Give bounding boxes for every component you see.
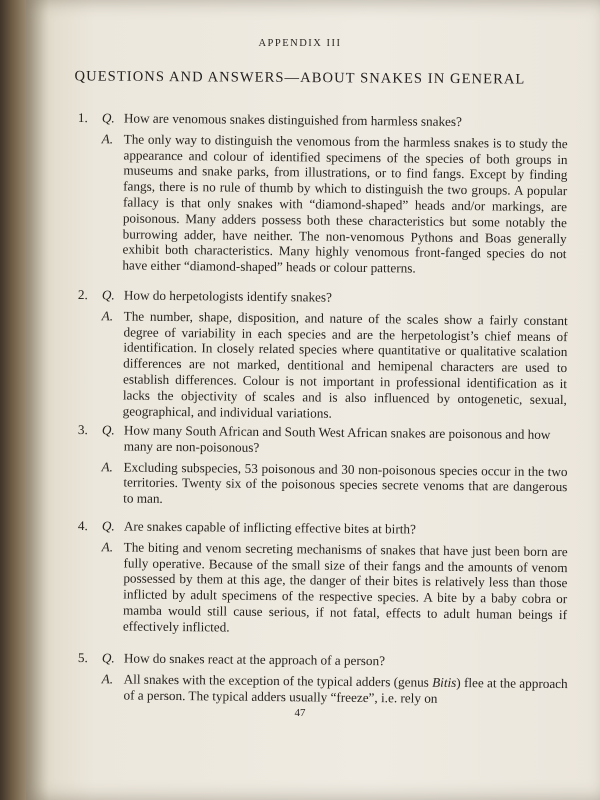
page-number: 47: [294, 707, 306, 719]
item-number: 5.: [77, 650, 88, 666]
qa-item-2: [77, 287, 568, 423]
answer-row: [77, 459, 567, 512]
item-number: 3.: [77, 422, 88, 438]
answer-row: [77, 671, 567, 708]
answer-text: The biting and venom secreting mechanisms of snakes that have just been born are fully operative. Because of the small size of their fangs and the amounts of venom possessed by them at this age, the danger of their bites is relatively less than those inflicted by adult specimens of the respective species. A bite by a baby cobra or mamba would still cause serious, if not fatal, effects to adult human beings if effectively inflicted.: [122, 539, 568, 635]
item-number: 2.: [77, 287, 88, 303]
question-text: How do snakes react at the approach of a person?: [123, 650, 386, 669]
question-text: Are snakes capable of inflicting effective bites at birth?: [123, 518, 416, 537]
book-spine-shadow: [0, 0, 26, 800]
question-label: Q.: [101, 518, 115, 534]
answer-label: A.: [101, 539, 114, 555]
question-label: Q.: [101, 422, 115, 438]
answer-label: A.: [101, 671, 114, 687]
answer-row: [77, 539, 568, 639]
page-title: QUESTIONS AND ANSWERS—ABOUT SNAKES IN GENERAL: [74, 68, 526, 88]
answer-text-end: ) flee at the approach of a person. The typical adders usually “freeze”, i.e. rely on: [123, 674, 568, 706]
item-number: 4.: [77, 518, 88, 534]
qa-item-5: [77, 650, 568, 708]
answer-label: A.: [101, 131, 114, 147]
qa-item-4: [77, 518, 568, 639]
appendix-label: APPENDIX III: [258, 38, 342, 49]
answer-row: [76, 131, 567, 278]
answer-label: A.: [101, 458, 113, 474]
question-text: How do herpetologists identify snakes?: [123, 287, 333, 305]
answer-row: [77, 308, 568, 424]
answer-text-start: All snakes with the exception of the typical adders (genus: [123, 671, 433, 690]
item-number: 1.: [77, 110, 88, 126]
answer-text: The only way to distinguish the venomous from the harmless snakes is to study the appearance and colour of identified specimens of the species of both groups in museums and snake parks, from illustrations, or to find fangs. Except by finding fangs, there is no rule of thumb by which to distinguish the two groups. A popular fallacy is that only snakes with “diamond-shaped” heads and/or markings, are poisonous. Many adders possess both these characteristics but some notably the burrowing adder, have neither. The non-venomous Pythons and Boas generally exhibit both characteristics. Many highly venomous front-fanged species do not have either “diamond-shaped” heads or colour patterns.: [122, 131, 568, 276]
question-text: How many South African and South West African snakes are poisonous and how many are non-poisonous?: [123, 422, 551, 455]
qa-item-3: [77, 422, 568, 511]
question-label: Q.: [101, 110, 115, 126]
question-text: How are venomous snakes distinguished from harmless snakes?: [123, 110, 463, 130]
genus-name: Bitis: [432, 674, 457, 690]
question-row: [78, 422, 568, 459]
answer-text: [123, 671, 567, 707]
question-label: Q.: [101, 287, 115, 303]
answer-text: Excluding subspecies, 53 poisonous and 30 non-poisonous species occur in the two territories. Twenty six of the poisonous species secrete venoms that are dangerous to man.: [123, 459, 568, 507]
qa-item-1: [76, 110, 568, 278]
answer-text: The number, shape, disposition, and nature of the scales show a fairly constant degree of variability in each species and are the herpetologist’s chief means of identification. In closely related species where quantitative or qualitative scalation differences are not marked, dentitional and hemipenal characters are used to establish differences. Colour is not important in professional identification as it lacks the objectivity of scales and is also influenced by ontogenetic, sexual, geographical, and individual variations.: [122, 308, 568, 421]
question-label: Q.: [101, 650, 115, 666]
answer-label: A.: [101, 308, 114, 324]
